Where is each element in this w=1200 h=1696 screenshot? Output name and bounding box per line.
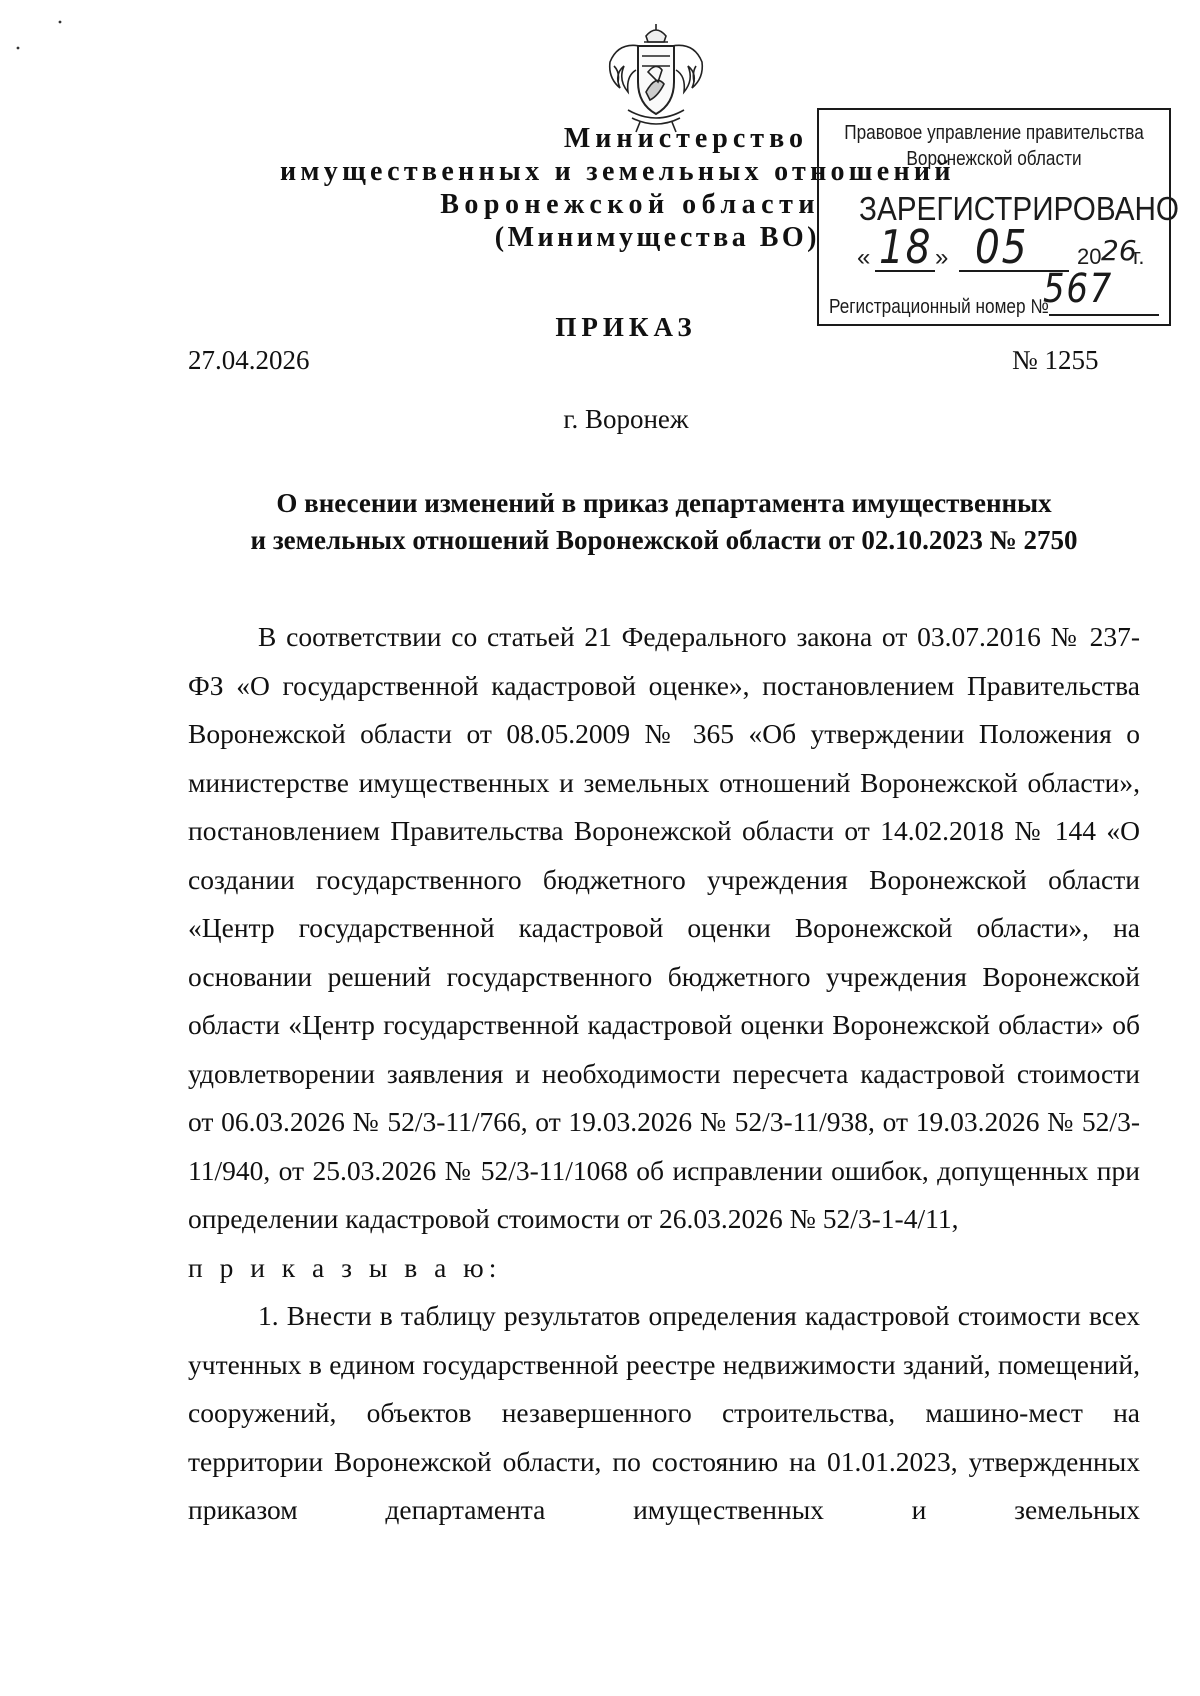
stamp-month: 05 xyxy=(975,220,1029,274)
ministry-name-line2: имущественных и земельных отношений xyxy=(280,156,955,187)
document-title xyxy=(188,485,1140,559)
stamp-year-suffix: 26 xyxy=(1101,234,1137,267)
stamp-quote-open: « xyxy=(857,244,871,271)
stamp-reg-label: Регистрационный номер № xyxy=(829,296,1049,318)
registration-stamp xyxy=(817,108,1180,326)
preamble-paragraph: В соответствии со статьей 21 Федерального закона от 03.07.2016 № 237-ФЗ «О государственной кадастровой оценке», постановлением Правительства Воронежской области от 08.05.2009 № 365 «Об утверждении Положения о министерстве имущественных и земельных отношений Воронежской области», постановлением Правительства Воронежской области от 14.02.2018 № 144 «О создании государственного бюджетного учреждения Воронежской области «Центр государственной кадастровой оценки Воронежской области», на основании решений государственного бюджетного учреждения Воронежской области «Центр государственной кадастровой оценки Воронежской области» об удовлетворении заявления и необходимости пересчета кадастровой стоимости от 06.03.2026 № 52/3-11/766, от 19.03.2026 № 52/3-11/938, от 19.03.2026 № 52/3-11/940, от 25.03.2026 № 52/3-11/1068 об исправлении ошибок, допущенных при xyxy=(188,621,1140,1186)
ministry-name-line3: Воронежской области xyxy=(440,189,820,220)
stamp-year-prefix: 20 xyxy=(1077,244,1102,269)
document-date: 27.04.2026 xyxy=(188,345,310,375)
scan-specks xyxy=(8,18,78,58)
stamp-quote-close: » xyxy=(935,244,949,271)
document-body xyxy=(188,613,1140,1535)
ministry-name-line1: Министерство xyxy=(563,123,808,154)
stamp-day: 18 xyxy=(879,220,933,274)
document-city: г. Воронеж xyxy=(563,404,689,434)
document-number: № 1255 xyxy=(1012,345,1099,375)
stamp-day-line xyxy=(875,270,935,272)
ministry-short-name: (Минимущества ВО) xyxy=(494,222,820,253)
coat-of-arms-icon xyxy=(600,22,712,134)
document-type: ПРИКАЗ xyxy=(555,312,697,342)
stamp-authority-line2: Воронежской области xyxy=(906,148,1082,170)
stamp-reg-number: 567 xyxy=(1043,266,1114,312)
title-line1: О внесении изменений в приказ департамента имущественных xyxy=(276,488,1052,518)
stamp-status: ЗАРЕГИСТРИРОВАНО xyxy=(859,190,1180,227)
title-line2: и земельных отношений Воронежской области от 02.10.2023 № 2750 xyxy=(250,525,1078,555)
order-item-1: 1. Внести в таблицу результатов определения кадастровой стоимости всех учтенных в едином государственной реестре недвижимости зданий, помещений, сооружений, объектов незавершенного строительства, машино-мест на территории Воронежской области, по состоянию на 01.01.2023, утвержденных приказом департамента имущественных и земельных xyxy=(188,1300,1140,1525)
preamble-last-line: определении кадастровой стоимости от 26.03.2026 № 52/3-1-4/11, xyxy=(188,1203,959,1234)
stamp-year-mark: г. xyxy=(1133,244,1145,269)
order-word: п р и к а з ы в а ю: xyxy=(188,1251,502,1283)
stamp-authority-line1: Правовое управление правительства xyxy=(844,122,1144,144)
